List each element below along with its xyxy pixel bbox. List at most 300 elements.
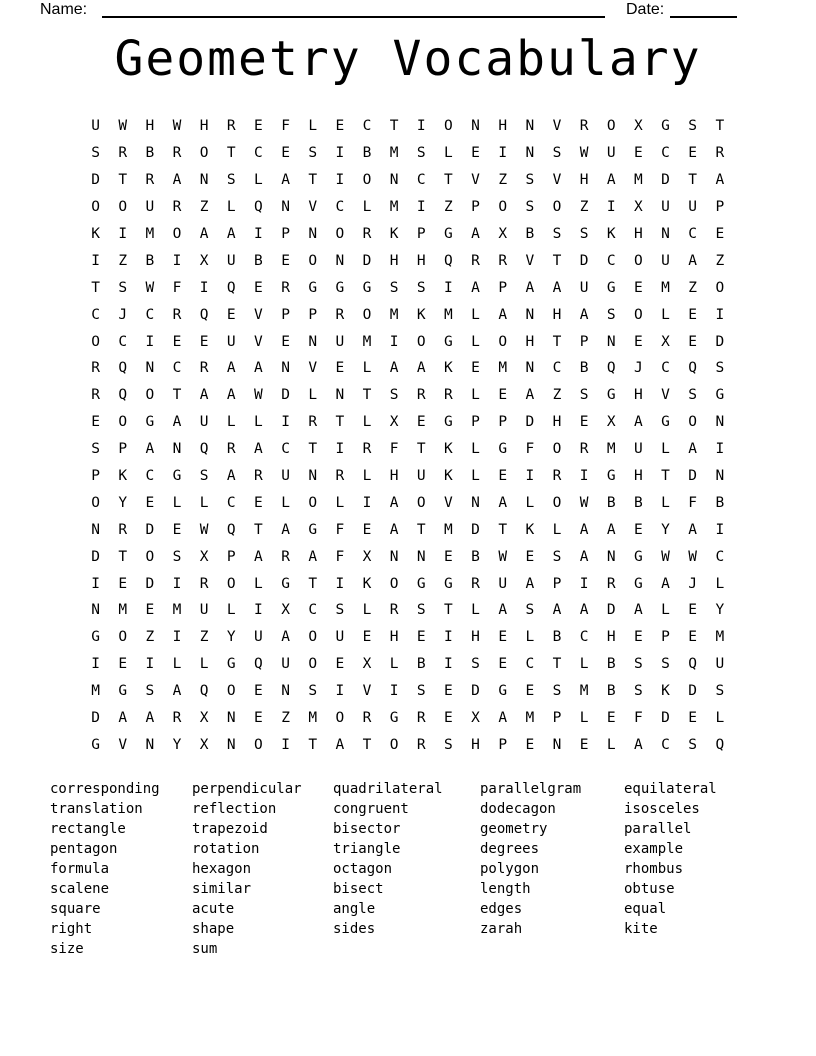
grid-cell: A [145,441,155,458]
grid-cell: K [444,441,453,458]
grid-cell: E [335,118,345,135]
grid-cell: C [661,145,670,162]
grid-cell: Y [172,736,182,753]
grid-cell: E [145,602,155,619]
grid-cell: A [606,172,616,189]
word-list [50,779,717,959]
grid-cell: A [254,441,263,458]
grid-cell: T [552,252,562,269]
grid-cell: I [416,199,426,216]
grid-cell: R [281,279,290,296]
grid-cell: A [634,414,643,431]
grid-cell: G [444,575,453,592]
grid-cell: P [498,279,508,296]
grid-cell: A [579,548,589,565]
grid-cell: T [416,521,426,538]
grid-cell: O [91,494,100,511]
grid-cell: R [118,145,128,162]
grid-cell: W [145,279,155,296]
grid-cell: E [199,333,209,350]
grid-cell: E [172,333,182,350]
grid-cell: L [254,172,263,189]
grid-cell: U [416,468,426,485]
grid-cell: O [118,199,128,216]
grid-cell: L [362,602,372,619]
grid-cell: Z [498,172,508,189]
word-list-item: perpendicular [192,781,302,797]
grid-cell: R [362,441,372,458]
grid-cell: N [281,360,290,377]
grid-cell: A [525,279,535,296]
grid-cell: S [552,145,562,162]
grid-cell: A [226,226,236,242]
grid-cell: W [579,494,589,511]
grid-cell: T [226,145,236,162]
grid-cell: U [226,333,236,350]
grid-cell: C [606,252,616,269]
grid-cell: V [362,683,372,700]
grid-cell: I [444,629,453,646]
grid-cell: A [226,387,236,404]
grid-cell: N [172,441,182,458]
word-list-item: square [50,901,101,917]
grid-cell: U [661,199,670,216]
grid-cell: S [416,145,426,162]
word-list-item: formula [50,861,110,877]
grid-cell: Z [199,629,209,646]
word-list-item: obtuse [624,881,675,897]
grid-cell: O [118,629,128,646]
grid-cell: B [634,494,643,511]
grid-cell: A [498,494,508,511]
grid-cell: S [688,118,698,135]
grid-cell: O [362,306,372,323]
grid-cell: L [471,333,480,350]
grid-cell: T [308,172,318,189]
grid-cell: A [389,360,399,377]
date-blank-line [670,0,737,18]
grid-cell: S [688,387,698,404]
grid-cell: H [606,629,616,646]
grid-cell: P [715,199,725,216]
grid-cell: I [715,306,725,323]
grid-cell: X [634,199,643,216]
grid-cell: G [226,656,236,673]
grid-cell: E [634,279,643,296]
grid-cell: D [145,521,155,538]
grid-cell: M [172,602,182,619]
grid-cell: E [688,710,698,727]
grid-cell: C [91,306,100,323]
grid-cell: T [91,279,100,296]
grid-cell: E [634,333,643,350]
grid-cell: G [91,629,100,646]
word-list-item: example [624,841,684,857]
grid-cell: N [335,252,345,269]
word-list-item: parallel [624,821,692,837]
grid-cell: O [335,710,345,727]
grid-cell: C [254,145,263,162]
grid-cell: C [661,360,670,377]
grid-cell: E [498,387,508,404]
grid-cell: I [91,252,100,269]
grid-cell: R [145,172,155,189]
grid-cell: S [172,548,182,565]
grid-cell: H [471,629,480,646]
grid-cell: V [254,333,263,350]
grid-cell: R [606,575,616,592]
grid-cell: D [715,333,725,350]
grid-cell: C [308,602,318,619]
grid-cell: A [552,602,562,619]
grid-cell: W [688,548,698,565]
grid-cell: I [118,226,128,242]
grid-cell: W [254,387,263,404]
grid-cell: M [498,360,508,377]
grid-cell: P [471,199,480,216]
word-list-item: congruent [333,801,409,817]
grid-cell: A [498,710,508,727]
grid-cell: U [715,656,725,673]
grid-cell: R [118,521,128,538]
grid-cell: A [254,360,263,377]
grid-cell: E [471,360,480,377]
grid-cell: O [91,199,100,216]
grid-cell: K [389,226,399,242]
grid-cell: R [172,710,182,727]
grid-cell: V [661,387,670,404]
grid-cell: R [579,441,589,458]
grid-cell: B [525,226,535,242]
word-list-item: sum [192,941,218,957]
grid-cell: N [226,736,236,753]
grid-cell: L [661,306,670,323]
word-list-item: rectangle [50,821,126,837]
grid-cell: O [389,575,399,592]
grid-cell: I [335,683,345,700]
grid-cell: E [444,548,453,565]
grid-cell: Y [118,494,128,511]
grid-cell: A [525,387,535,404]
word-list-item: octagon [333,861,393,877]
grid-cell: E [525,548,535,565]
grid-cell: Q [199,441,209,458]
grid-cell: D [471,521,480,538]
grid-cell: T [308,575,318,592]
grid-cell: H [525,333,535,350]
grid-cell: X [362,548,372,565]
grid-cell: M [661,279,670,296]
grid-cell: F [335,521,345,538]
grid-cell: Z [145,629,155,646]
grid-cell: L [172,656,182,673]
grid-cell: N [199,172,209,189]
grid-cell: I [335,575,345,592]
grid-cell: E [715,226,725,242]
grid-cell: D [579,252,589,269]
word-list-item: equal [624,901,667,917]
grid-cell: H [389,629,399,646]
grid-cell: L [552,521,562,538]
grid-cell: A [471,226,480,242]
grid-cell: L [715,575,725,592]
grid-cell: E [498,629,508,646]
grid-cell: E [688,145,698,162]
grid-cell: I [172,252,182,269]
word-list-item: length [480,881,531,897]
grid-cell: B [606,656,616,673]
word-list-item: scalene [50,881,110,897]
grid-cell: A [498,602,508,619]
grid-cell: I [389,333,399,350]
grid-cell: L [226,414,236,431]
grid-cell: R [172,306,182,323]
grid-cell: S [525,199,535,216]
grid-cell: E [416,629,426,646]
word-list-item: isosceles [624,801,700,817]
grid-cell: H [471,736,480,753]
grid-cell: E [172,521,182,538]
grid-cell: X [498,226,508,242]
grid-cell: R [172,199,182,216]
grid-cell: T [416,441,426,458]
grid-cell: I [715,441,725,458]
grid-cell: G [715,387,725,404]
grid-cell: S [389,387,399,404]
grid-cell: U [661,252,670,269]
word-list-item: angle [333,901,376,917]
grid-cell: C [416,172,426,189]
grid-cell: U [688,199,698,216]
grid-cell: O [416,494,426,511]
grid-cell: A [389,494,399,511]
grid-cell: C [552,360,562,377]
grid-cell: T [362,736,372,753]
grid-cell: R [308,414,318,431]
grid-cell: D [525,414,535,431]
grid-cell: N [471,118,480,135]
grid-cell: E [254,118,263,135]
grid-cell: E [634,145,643,162]
grid-cell: U [199,414,209,431]
grid-cell: R [471,252,480,269]
grid-cell: N [308,226,318,242]
grid-cell: U [281,656,290,673]
grid-cell: N [525,118,535,135]
grid-cell: U [498,575,508,592]
grid-cell: L [525,629,535,646]
grid-cell: A [579,306,589,323]
grid-cell: E [145,494,155,511]
grid-cell: F [172,279,182,296]
grid-cell: S [335,602,345,619]
grid-cell: A [525,575,535,592]
grid-cell: L [362,414,372,431]
grid-cell: N [661,226,670,242]
grid-cell: I [525,468,535,485]
grid-cell: P [471,414,480,431]
grid-cell: R [579,118,589,135]
grid-cell: S [145,683,155,700]
grid-cell: N [606,548,616,565]
grid-cell: S [552,683,562,700]
grid-cell: L [199,494,209,511]
grid-cell: Z [715,252,725,269]
grid-cell: E [471,145,480,162]
grid-cell: I [606,199,616,216]
grid-cell: F [688,494,698,511]
grid-cell: P [579,333,589,350]
grid-cell: I [335,172,345,189]
grid-cell: I [498,145,508,162]
grid-cell: F [281,118,290,135]
grid-cell: M [389,145,399,162]
grid-cell: S [552,548,562,565]
grid-cell: N [389,548,399,565]
word-list-item: equilateral [624,781,717,797]
grid-cell: E [606,710,616,727]
word-list-item: pentagon [50,841,118,857]
grid-cell: Z [118,252,128,269]
grid-cell: Y [715,602,725,619]
grid-cell: L [444,145,453,162]
word-list-column [480,779,624,959]
grid-cell: A [118,710,128,727]
grid-cell: V [525,252,535,269]
grid-cell: O [552,199,562,216]
grid-cell: G [661,414,670,431]
grid-cell: E [254,710,263,727]
grid-cell: U [606,145,616,162]
grid-cell: G [498,441,508,458]
grid-cell: M [525,710,535,727]
grid-cell: C [525,656,535,673]
grid-cell: C [335,199,345,216]
grid-cell: D [281,387,290,404]
grid-cell: S [226,172,236,189]
grid-cell: H [145,118,155,135]
grid-cell: N [91,521,100,538]
word-list-item: acute [192,901,235,917]
word-list-item: reflection [192,801,277,817]
grid-cell: B [145,252,155,269]
grid-cell: N [715,468,725,485]
grid-cell: E [688,629,698,646]
grid-cell: Q [444,252,453,269]
word-list-item: trapezoid [192,821,268,837]
grid-cell: N [525,306,535,323]
grid-cell: R [199,575,209,592]
grid-cell: S [444,736,453,753]
grid-cell: L [335,494,345,511]
grid-cell: X [281,602,290,619]
grid-cell: X [661,333,670,350]
word-list-item: kite [624,921,658,937]
grid-cell: H [579,172,589,189]
grid-cell: C [145,306,155,323]
grid-cell: A [715,172,725,189]
grid-cell: Z [444,199,453,216]
word-list-item: bisector [333,821,401,837]
grid-cell: J [634,360,643,377]
grid-cell: S [661,656,670,673]
grid-cell: O [389,736,399,753]
grid-cell: I [444,656,453,673]
grid-cell: M [91,683,100,700]
word-list-item: quadrilateral [333,781,443,797]
grid-cell: L [471,387,480,404]
grid-cell: V [552,172,562,189]
grid-cell: G [362,279,372,296]
grid-cell: T [688,172,698,189]
grid-cell: L [579,656,589,673]
grid-cell: B [254,252,263,269]
grid-cell: L [362,360,372,377]
grid-cell: R [91,387,100,404]
grid-cell: I [145,656,155,673]
grid-cell: A [172,172,182,189]
grid-cell: B [715,494,725,511]
word-list-item: size [50,941,84,957]
grid-cell: H [552,414,562,431]
grid-cell: A [634,602,643,619]
name-label: Name: [40,1,88,18]
grid-cell: C [118,333,128,350]
grid-cell: R [471,575,480,592]
grid-cell: R [444,387,453,404]
grid-cell: L [661,441,670,458]
grid-cell: A [579,602,589,619]
grid-cell: T [118,172,128,189]
grid-cell: Y [661,521,670,538]
grid-cell: N [335,387,345,404]
grid-cell: E [498,656,508,673]
grid-cell: N [552,736,562,753]
grid-cell: E [634,629,643,646]
grid-cell: S [688,736,698,753]
word-list-item: zarah [480,921,523,937]
grid-cell: N [281,683,290,700]
grid-cell: S [91,145,100,162]
grid-cell: A [416,360,426,377]
grid-cell: S [715,360,725,377]
grid-cell: P [661,629,670,646]
grid-cell: B [606,494,616,511]
grid-cell: H [498,118,508,135]
grid-cell: R [416,736,426,753]
grid-cell: A [226,468,236,485]
grid-cell: U [335,333,345,350]
grid-cell: L [226,199,236,216]
grid-cell: E [91,414,100,431]
grid-cell: A [281,172,290,189]
grid-cell: I [172,575,182,592]
grid-cell: L [661,494,670,511]
grid-cell: L [362,199,372,216]
grid-cell: G [661,118,670,135]
grid-cell: B [362,145,372,162]
grid-cell: R [226,118,236,135]
grid-cell: Q [606,360,616,377]
grid-cell: L [471,441,480,458]
grid-cell: O [308,252,318,269]
grid-cell: A [335,736,345,753]
grid-cell: N [416,548,426,565]
grid-cell: R [172,145,182,162]
grid-cell: K [525,521,535,538]
grid-cell: E [362,521,372,538]
grid-cell: O [145,548,155,565]
